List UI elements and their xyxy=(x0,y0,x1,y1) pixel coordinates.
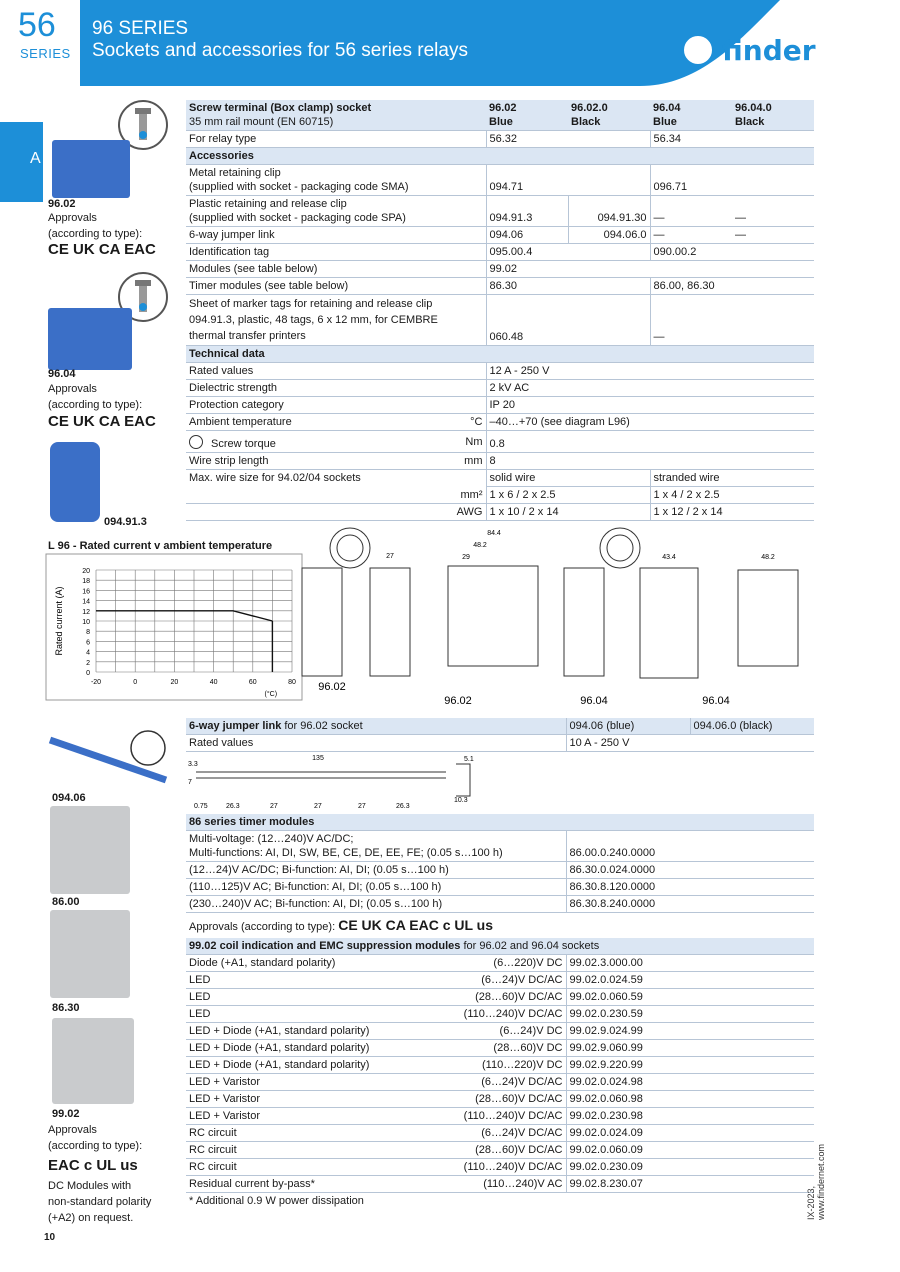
table-row xyxy=(186,862,814,879)
row-label: LED + Varistor xyxy=(189,1093,261,1105)
drawing-label: 96.04 xyxy=(702,695,730,707)
table-row xyxy=(186,278,814,295)
dimension-label: 27 xyxy=(386,553,394,560)
section-label: Technical data xyxy=(186,346,814,363)
table-row xyxy=(186,896,814,913)
x-tick-label: 80 xyxy=(288,679,296,686)
row-label: 6-way jumper link xyxy=(189,229,275,241)
row-label: Metal retaining clip xyxy=(189,167,281,179)
table-row xyxy=(186,955,814,972)
col-color: Black xyxy=(735,116,765,128)
x-tick-label: -20 xyxy=(90,679,102,686)
table-row xyxy=(186,1193,814,1210)
table-row xyxy=(186,431,814,453)
col-code: 96.02 xyxy=(489,102,517,114)
row-value: 8 xyxy=(486,453,814,470)
row-label: Residual current by-pass* xyxy=(189,1178,315,1190)
socket-side-view xyxy=(448,566,538,666)
row-label: RC circuit xyxy=(189,1144,237,1156)
product-code: 96.02 xyxy=(48,198,76,210)
row-value: 56.32 xyxy=(486,131,650,148)
y-tick-label: 10 xyxy=(82,619,90,626)
product-code: 094.06 xyxy=(52,792,86,804)
socket-9602-image xyxy=(52,140,130,198)
row-label-2: (supplied with socket - packaging code SPA) xyxy=(189,212,406,224)
table-header-row xyxy=(186,718,814,735)
y-axis-label: Rated current (A) xyxy=(54,586,64,656)
row-label: Modules (see table below) xyxy=(189,263,318,275)
row-value: 86.30.0.024.0000 xyxy=(566,862,814,879)
row-label: (110…125)V AC; Bi-function: AI, DI; (0.05 s…100 h) xyxy=(189,881,442,893)
product-code: 86.00 xyxy=(52,896,80,908)
retaining-clip-image xyxy=(50,442,100,522)
row-label: LED + Diode (+A1, standard polarity) xyxy=(189,1059,370,1071)
brand-name: finder xyxy=(722,34,816,67)
table-row xyxy=(186,1091,814,1108)
row-value: 99.02.9.220.99 xyxy=(566,1057,814,1074)
table-row xyxy=(186,131,814,148)
table-row xyxy=(186,165,814,196)
col-color: Blue xyxy=(489,116,513,128)
registered-design-badge xyxy=(330,528,370,568)
row-value: 99.02.0.060.09 xyxy=(566,1142,814,1159)
y-tick-label: 16 xyxy=(82,588,90,596)
product-code: 094.91.3 xyxy=(104,516,147,528)
page-number: 10 xyxy=(44,1232,56,1243)
jumper-link-image xyxy=(48,728,168,778)
row-label: Sheet of marker tags for retaining and release clip xyxy=(189,298,433,310)
row-label-2: Multi-functions: AI, DI, SW, BE, CE, DE, EE, FE; (0.05 s…100 h) xyxy=(189,847,503,859)
approval-marks: CE UK CA EAC c UL us xyxy=(338,916,494,933)
table-row xyxy=(186,295,814,346)
row-voltage: (110…240)V DC/AC xyxy=(463,1110,563,1122)
approvals-label-2: (according to type): xyxy=(48,228,143,240)
row-label: Plastic retaining and release clip xyxy=(189,198,347,210)
row-value: 0.8 xyxy=(486,431,814,453)
row-label: LED xyxy=(189,974,211,986)
table-row xyxy=(186,414,814,431)
row-value: 2 kV AC xyxy=(486,380,814,397)
socket-side-view xyxy=(738,570,798,666)
drawing-label: 96.02 xyxy=(318,681,346,693)
row-value: 094.91.30 xyxy=(568,196,650,227)
chart-title: L 96 - Rated current v ambient temperature xyxy=(48,540,273,552)
series-number: 56 xyxy=(18,6,56,44)
socket-front-view xyxy=(640,568,698,678)
table-row xyxy=(186,397,814,414)
table-row xyxy=(186,196,814,227)
x-tick-label: 40 xyxy=(209,679,218,686)
finder-logo-icon xyxy=(681,33,715,67)
row-voltage: (110…240)V DC/AC xyxy=(463,1008,563,1020)
series-line xyxy=(96,611,272,621)
table-row xyxy=(186,1142,814,1159)
row-value: 99.02.9.024.99 xyxy=(566,1023,814,1040)
table-row xyxy=(186,363,814,380)
row-value: 99.02.9.060.99 xyxy=(566,1040,814,1057)
row-value: 094.06 (blue) xyxy=(566,718,690,735)
dimension-label: 26.3 xyxy=(226,803,240,810)
coil-modules-table xyxy=(186,938,814,1209)
row-value: 99.02.0.060.59 xyxy=(566,989,814,1006)
row-value: 095.00.4 xyxy=(486,244,650,261)
x-axis-label: (°C) xyxy=(264,691,278,698)
side-imprint: IX-2023, www.findernet.com xyxy=(806,1143,826,1220)
row-value: 86.30.8.120.0000 xyxy=(566,879,814,896)
row-voltage: (28…60)V DC/AC xyxy=(475,1093,563,1105)
dimension-label: 29 xyxy=(462,554,470,561)
row-value: — xyxy=(650,227,732,244)
row-label: RC circuit xyxy=(189,1127,237,1139)
row-unit: °C xyxy=(470,416,483,428)
row-label: Ambient temperature xyxy=(189,416,292,428)
table-row xyxy=(186,1040,814,1057)
row-value: 86.30 xyxy=(486,278,650,295)
table-row xyxy=(186,989,814,1006)
row-value: 094.06 xyxy=(486,227,568,244)
row-value: stranded wire xyxy=(650,470,814,487)
table-row xyxy=(186,879,814,896)
table-row xyxy=(186,380,814,397)
row-value: 99.02 xyxy=(486,261,814,278)
row-value: 99.02.0.024.59 xyxy=(566,972,814,989)
section-label: Accessories xyxy=(186,148,814,165)
dimension-label: 5.1 xyxy=(464,756,474,763)
table-row xyxy=(186,1108,814,1125)
y-tick-label: 8 xyxy=(86,629,90,637)
approvals-label-2: (according to type): xyxy=(48,399,143,411)
row-value: IP 20 xyxy=(486,397,814,414)
screw-torque-icon xyxy=(189,435,203,449)
table-title: 6-way jumper link xyxy=(189,720,282,732)
section-tab: A xyxy=(0,122,43,202)
derating-chart xyxy=(44,552,304,702)
jumper-link-drawing xyxy=(186,752,486,812)
section-row xyxy=(186,148,814,165)
row-value: 090.00.2 xyxy=(650,244,814,261)
header-subtitle: Sockets and accessories for 56 series relays xyxy=(92,40,468,61)
y-tick-label: 0 xyxy=(86,670,90,677)
approvals-label: Approvals xyxy=(48,1124,97,1136)
y-tick-label: 12 xyxy=(82,608,90,616)
section-row xyxy=(186,346,814,363)
row-label: Diode (+A1, standard polarity) xyxy=(189,957,336,969)
row-value: — xyxy=(735,212,746,224)
row-value: 094.06.0 xyxy=(568,227,650,244)
drawing-label: 96.04 xyxy=(580,695,608,707)
dimension-label: 135 xyxy=(312,755,324,762)
row-value: 99.02.0.230.09 xyxy=(566,1159,814,1176)
dimension-label: 48.2 xyxy=(761,554,775,561)
dimension-label: 84.4 xyxy=(487,530,501,537)
footnote: * Additional 0.9 W power dissipation xyxy=(189,1195,364,1207)
jumper-link-table xyxy=(186,718,814,752)
row-label: LED + Varistor xyxy=(189,1076,261,1088)
dimension-label: 10.3 xyxy=(454,797,468,804)
timer-8630-image xyxy=(50,910,130,998)
dimension-label: 26.3 xyxy=(396,803,410,810)
table-row xyxy=(186,1006,814,1023)
row-value: 094.91.3 xyxy=(486,196,568,227)
row-label: RC circuit xyxy=(189,1161,237,1173)
row-value: 86.00.0.240.0000 xyxy=(566,831,814,862)
row-value: — xyxy=(650,295,814,346)
x-tick-label: 60 xyxy=(248,679,257,686)
approvals-label: Approvals (according to type): xyxy=(189,920,336,933)
row-value: — xyxy=(735,229,746,241)
dimension-label: 43.4 xyxy=(662,554,676,561)
row-value: 094.71 xyxy=(486,165,650,196)
y-tick-label: 20 xyxy=(82,568,90,575)
col-code: 96.04 xyxy=(653,102,681,114)
row-unit: AWG xyxy=(456,506,483,518)
row-unit: Nm xyxy=(465,436,483,448)
table-title: 86 series timer modules xyxy=(186,814,814,831)
row-value: 094.06.0 (black) xyxy=(690,718,814,735)
row-label: LED + Varistor xyxy=(189,1110,261,1122)
row-value: 096.71 xyxy=(650,165,814,196)
row-voltage: (28…60)V DC xyxy=(493,1042,563,1054)
table-title: Screw terminal (Box clamp) socket xyxy=(189,102,372,114)
row-label: Protection category xyxy=(189,399,284,411)
row-value: –40…+70 (see diagram L96) xyxy=(486,414,814,431)
row-value: 12 A - 250 V xyxy=(486,363,814,380)
row-value: 1 x 12 / 2 x 14 xyxy=(650,504,814,521)
approvals-label: Approvals xyxy=(48,212,97,224)
approval-marks: EAC c UL us xyxy=(48,1157,138,1174)
row-voltage: (6…24)V DC xyxy=(499,1025,563,1037)
table-row xyxy=(186,504,814,521)
x-tick-label: 0 xyxy=(133,679,138,686)
wiring-diagram xyxy=(564,568,604,676)
table-row xyxy=(186,913,814,939)
socket-9604-image xyxy=(48,308,132,370)
approval-marks: CE UK CA EAC xyxy=(48,413,156,430)
table-row xyxy=(186,1074,814,1091)
table-row xyxy=(186,735,814,752)
table-row xyxy=(186,453,814,470)
dimension-drawings xyxy=(298,526,818,710)
socket-spec-table xyxy=(186,100,814,521)
row-label: Rated values xyxy=(189,737,254,749)
page-header xyxy=(0,0,900,86)
row-value: 1 x 6 / 2 x 2.5 xyxy=(486,487,650,504)
dimension-label: 0.75 xyxy=(194,803,208,810)
row-voltage: (6…24)V DC/AC xyxy=(481,1127,563,1139)
row-value: 86.30.8.240.0000 xyxy=(566,896,814,913)
row-label: Dielectric strength xyxy=(189,382,278,394)
row-value: 86.00, 86.30 xyxy=(650,278,814,295)
table-row xyxy=(186,470,814,487)
row-label: For relay type xyxy=(189,133,257,145)
table-header-row xyxy=(186,938,814,955)
table-title: 99.02 coil indication and EMC suppression modules xyxy=(189,940,461,952)
wiring-diagram xyxy=(302,568,342,676)
row-value: 1 x 10 / 2 x 14 xyxy=(486,504,650,521)
table-row xyxy=(186,1057,814,1074)
y-tick-label: 4 xyxy=(86,649,90,657)
row-label: Wire strip length xyxy=(189,455,269,467)
table-header-row xyxy=(186,100,814,131)
row-voltage: (6…220)V DC xyxy=(493,957,563,969)
product-code: 99.02 xyxy=(52,1108,80,1120)
row-label: Multi-voltage: (12…240)V AC/DC; xyxy=(189,833,354,845)
row-voltage: (6…24)V DC/AC xyxy=(481,1076,563,1088)
dimension-label: 27 xyxy=(270,803,278,810)
y-tick-label: 14 xyxy=(82,598,90,606)
row-label-3: thermal transfer printers xyxy=(189,330,306,342)
col-color: Blue xyxy=(653,116,677,128)
row-value: 99.02.0.024.09 xyxy=(566,1125,814,1142)
row-label-2: 094.91.3, plastic, 48 tags, 6 x 12 mm, for CEMBRE xyxy=(189,314,438,326)
col-code: 96.02.0 xyxy=(571,102,608,114)
table-row xyxy=(186,831,814,862)
row-label: Timer modules (see table below) xyxy=(189,280,349,292)
row-value: 99.02.0.230.59 xyxy=(566,1006,814,1023)
row-unit: mm² xyxy=(460,489,483,501)
row-label: Screw torque xyxy=(211,438,276,450)
row-label: LED + Diode (+A1, standard polarity) xyxy=(189,1025,370,1037)
row-value: 99.02.0.230.98 xyxy=(566,1108,814,1125)
timer-modules-table xyxy=(186,814,814,939)
row-label: (12…24)V AC/DC; Bi-function: AI, DI; (0.05 s…100 h) xyxy=(189,864,449,876)
row-value: 99.02.0.024.98 xyxy=(566,1074,814,1091)
table-row xyxy=(186,227,814,244)
product-code: 96.04 xyxy=(48,368,76,380)
dc-note: non-standard polarity xyxy=(48,1196,152,1208)
table-row xyxy=(186,244,814,261)
x-tick-label: 20 xyxy=(170,679,179,686)
drawing-label: 96.02 xyxy=(444,695,472,707)
approval-marks: CE UK CA EAC xyxy=(48,241,156,258)
approvals-label: Approvals xyxy=(48,383,97,395)
row-voltage: (6…24)V DC/AC xyxy=(481,974,563,986)
series-label: SERIES xyxy=(20,46,71,61)
row-label: (230…240)V AC; Bi-function: AI, DI; (0.05 s…100 h) xyxy=(189,898,443,910)
registered-design-badge xyxy=(600,528,640,568)
row-label: LED + Diode (+A1, standard polarity) xyxy=(189,1042,370,1054)
dc-note: (+A2) on request. xyxy=(48,1212,134,1224)
table-row xyxy=(186,487,814,504)
product-code: 86.30 xyxy=(52,1002,80,1014)
row-voltage: (28…60)V DC/AC xyxy=(475,1144,563,1156)
col-color: Black xyxy=(571,116,601,128)
dimension-label: 27 xyxy=(314,803,322,810)
table-row xyxy=(186,1159,814,1176)
row-label-2: (supplied with socket - packaging code SMA) xyxy=(189,181,409,193)
row-label: LED xyxy=(189,991,211,1003)
table-subtitle: 35 mm rail mount (EN 60715) xyxy=(189,116,334,128)
row-value: — xyxy=(650,196,732,227)
header-title: 96 SERIES xyxy=(92,18,189,39)
row-label: LED xyxy=(189,1008,211,1020)
table-row xyxy=(186,972,814,989)
dimension-label: 48.2 xyxy=(473,542,487,549)
table-row xyxy=(186,1176,814,1193)
table-header-row xyxy=(186,814,814,831)
row-label: Identification tag xyxy=(189,246,270,258)
row-value: 56.34 xyxy=(650,131,814,148)
dimension-label: 3.3 xyxy=(188,761,198,768)
table-row xyxy=(186,1023,814,1040)
row-voltage: (110…220)V DC xyxy=(482,1059,563,1071)
row-value: 10 A - 250 V xyxy=(566,735,814,752)
row-label: Max. wire size for 94.02/04 sockets xyxy=(189,472,361,484)
row-value: 1 x 4 / 2 x 2.5 xyxy=(650,487,814,504)
dimension-label: 27 xyxy=(358,803,366,810)
row-value: 060.48 xyxy=(486,295,650,346)
row-value: 99.02.3.000.00 xyxy=(566,955,814,972)
row-value: 99.02.8.230.07 xyxy=(566,1176,814,1193)
col-code: 96.04.0 xyxy=(735,102,772,114)
row-voltage: (110…240)V DC/AC xyxy=(463,1161,563,1173)
row-unit: mm xyxy=(464,455,483,467)
row-voltage: (28…60)V DC/AC xyxy=(475,991,563,1003)
row-value: solid wire xyxy=(486,470,650,487)
approvals-label-2: (according to type): xyxy=(48,1140,143,1152)
table-row xyxy=(186,261,814,278)
y-tick-label: 2 xyxy=(86,659,90,667)
module-9902-image xyxy=(52,1018,134,1104)
dimension-label: 7 xyxy=(188,779,192,786)
table-title-suffix: for 96.02 and 96.04 sockets xyxy=(460,940,600,952)
row-value: 99.02.0.060.98 xyxy=(566,1091,814,1108)
socket-front-view xyxy=(370,568,410,676)
row-label: Rated values xyxy=(189,365,254,377)
table-title-suffix: for 96.02 socket xyxy=(281,720,363,732)
timer-8600-image xyxy=(50,806,130,894)
dc-note: DC Modules with xyxy=(48,1180,132,1192)
row-voltage: (110…240)V AC xyxy=(483,1178,563,1190)
y-tick-label: 6 xyxy=(86,639,90,647)
table-row xyxy=(186,1125,814,1142)
y-tick-label: 18 xyxy=(82,578,90,586)
